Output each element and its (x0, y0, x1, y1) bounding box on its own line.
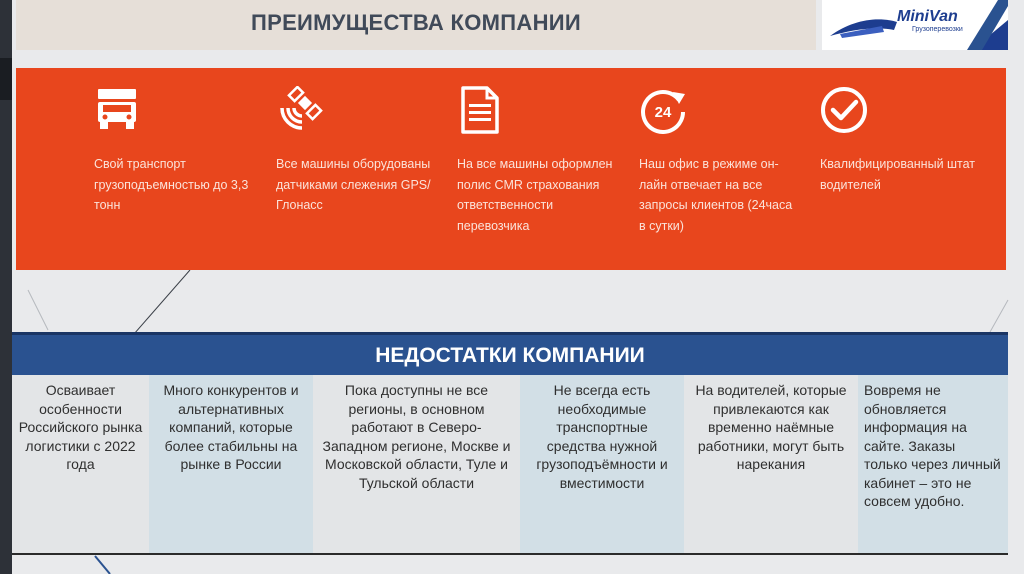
disadvantage-cell: Вовремя не обновляется информация на сайте. Заказы только через личный кабинет – это не совсем удобно. (858, 375, 1008, 553)
disadvantage-cell: Осваивает особенности Российского рынка логистики с 2022 года (12, 375, 149, 553)
24-hours-icon (639, 86, 687, 134)
disadvantage-cell: Не всегда есть необходимые транспортные средства нужной грузоподъёмности и вместимости (520, 375, 684, 553)
advantage-qualified-drivers (820, 86, 980, 195)
logo-name: MiniVan (897, 8, 958, 25)
24-hours-label: 24 (654, 104, 672, 121)
satellite-icon (276, 86, 324, 134)
advantage-text: Все машины оборудованы датчиками слежения GPS/ Глонасс (276, 157, 431, 212)
document-icon (457, 86, 505, 134)
advantage-24h-office (639, 86, 799, 236)
advantage-text: Квалифицированный штат водителей (820, 157, 976, 192)
page-title: ПРЕИМУЩЕСТВА КОМПАНИИ (250, 10, 582, 35)
disadvantage-cell: Много конкурентов и альтернативных компаний, которые более стабильны на рынке в России (149, 375, 313, 553)
advantage-gps-tracking (276, 86, 436, 216)
checkmark-icon (820, 86, 868, 134)
advantage-text: Свой транспорт грузоподъемностью до 3,3 тонн (94, 157, 249, 212)
disadvantage-cell: На водителей, которые привлекаются как временно наёмные работники, могут быть нарекания (684, 375, 858, 553)
disadvantages-title: НЕДОСТАТКИ КОМПАНИИ (12, 332, 1008, 375)
advantage-text: Наш офис в режиме он-лайн отвечает на все запросы клиентов (24часа в сутки) (639, 157, 793, 233)
advantage-own-transport (94, 86, 254, 216)
advantage-text: На все машины оформлен полис CMR страхования ответственности перевозчика (457, 157, 613, 233)
disadvantage-cell: Пока доступны не все регионы, в основном работают в Северо-Западном регионе, Москве и Московской области, Туле и Тульской области (313, 375, 520, 553)
advantage-cmr-insurance (457, 86, 617, 236)
disadvantages-table-row (12, 375, 1008, 555)
logo-subtitle: Грузоперевозки (912, 26, 963, 33)
truck-icon (94, 86, 142, 134)
